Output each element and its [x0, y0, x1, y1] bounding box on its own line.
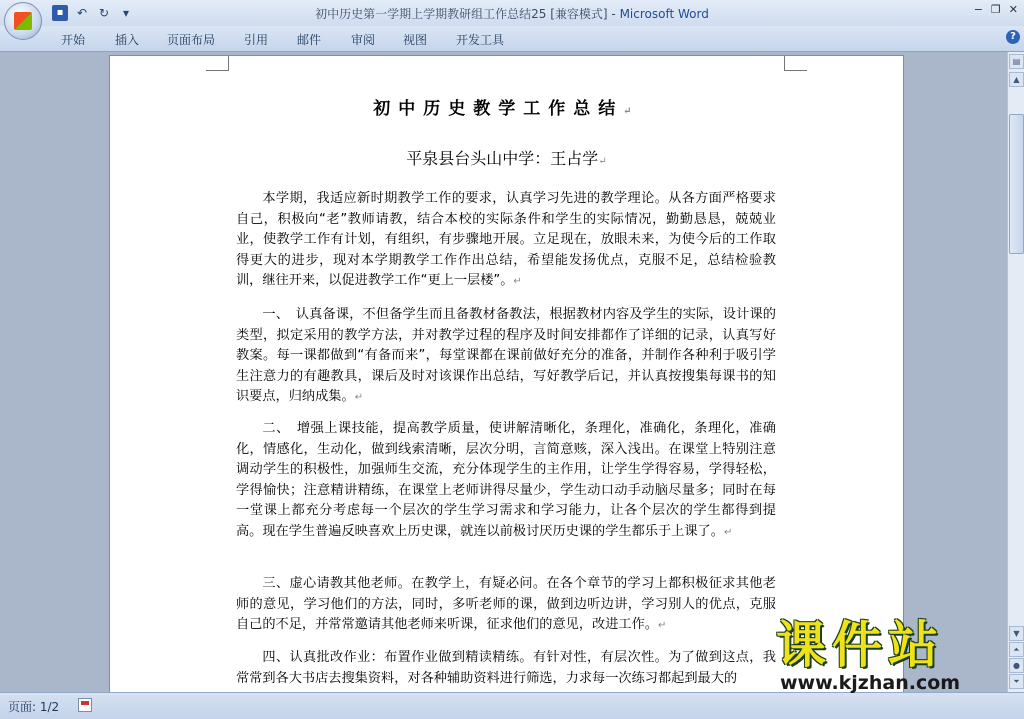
title-bar: [0, 0, 1024, 26]
watermark: [776, 618, 1008, 694]
margin-corner-mark: [206, 56, 229, 71]
vertical-scrollbar[interactable]: [1007, 52, 1024, 692]
minimize-button[interactable]: −: [973, 3, 983, 16]
next-page-icon[interactable]: ⏷: [1009, 674, 1024, 689]
office-button[interactable]: [4, 2, 42, 40]
paragraph: 一、 认真备课，不但备学生而且备教材备教法，根据教材内容及学生的实际，设计课的类型，拟定采用的教学方法，并对教学过程的程序及时间安排都作了详细的记录，认真写好教案。每一课都做到“有备而来”，每堂课都在课前做好充分的准备，并制作各种利于吸引学生注意力的有趣教具，课后及时对该课作出总结，写好教学后记，并认真按搜集每课书的知识要点，归纳成集。↵: [236, 307, 776, 404]
redo-icon[interactable]: ↻: [98, 6, 110, 20]
office-logo-icon: [14, 12, 32, 30]
window-controls: [974, 3, 1018, 16]
document-title: 初中历史教学工作总结↵: [373, 99, 640, 119]
tab-review[interactable]: 审阅: [351, 33, 376, 47]
proofing-icon[interactable]: [78, 698, 92, 712]
help-icon[interactable]: ?: [1006, 30, 1020, 44]
scroll-up-arrow-icon[interactable]: ▲: [1009, 72, 1024, 87]
document-workspace: [0, 52, 1007, 692]
paragraph: 三、虚心请教其他老师。在教学上，有疑必问。在各个章节的学习上都积极征求其他老师的意见，学习他们的方法，同时，多听老师的课，做到边听边讲，学习别人的优点，克服自己的不足，并常常邀请其他老师来听课，征求他们的意见，改进工作。↵: [236, 576, 776, 632]
tab-home[interactable]: 开始: [61, 33, 86, 47]
document-subtitle: 平泉县台头山中学：王占学↵: [406, 149, 607, 168]
customize-icon[interactable]: ▾: [122, 6, 130, 20]
margin-corner-mark: [784, 56, 807, 71]
tab-page-layout[interactable]: 页面布局: [167, 33, 216, 47]
watermark-url: www.kjzhan.com: [780, 672, 961, 694]
save-icon[interactable]: ▪: [52, 5, 68, 21]
undo-icon[interactable]: ↶: [76, 6, 88, 20]
previous-page-icon[interactable]: ⏶: [1009, 642, 1024, 657]
scroll-thumb[interactable]: [1009, 114, 1024, 254]
tab-mailings[interactable]: 邮件: [297, 33, 322, 47]
paragraph: 本学期，我适应新时期教学工作的要求，认真学习先进的教学理论。从各方面严格要求自己，积极向“老”教师请教，结合本校的实际条件和学生的实际情况，勤勤恳恳，兢兢业业，使教学工作有计划，有组织，有步骤地开展。立足现在，放眼未来，为使今后的工作取得更大的进步，现对本学期教学工作作出总结，希望能发扬优点，克服不足，总结检验教训，继往开来，以促进教学工作“更上一层楼”。↵: [236, 191, 776, 288]
restore-button[interactable]: ❐: [990, 3, 1001, 16]
ruler-toggle-icon[interactable]: ▤: [1009, 54, 1024, 69]
tab-developer[interactable]: 开发工具: [456, 33, 505, 47]
document-page[interactable]: [110, 56, 903, 692]
select-browse-object-icon[interactable]: ●: [1009, 658, 1024, 673]
status-bar: [0, 692, 1024, 719]
document-name: 初中历史第一学期上学期教研组工作总结25 [兼容模式] -: [315, 7, 620, 21]
tab-view[interactable]: 视图: [403, 33, 428, 47]
ribbon-tabs: [0, 26, 1024, 52]
close-button[interactable]: ✕: [1008, 3, 1018, 16]
paragraph: 二、 增强上课技能，提高教学质量，使讲解清晰化，条理化，准确化，条理化，准确化，情感化，生动化，做到线索清晰，层次分明，言简意赅，深入浅出。在课堂上特别注意调动学生的积极性，加强师生交流，充分体现学生的主作用，让学生学得容易，学得轻松，学得愉快；注意精讲精练，在课堂上老师讲得尽量少，学生动口动手动脑尽量多；同时在每一堂课上都充分考虑每一个层次的学生学习需求和学习能力，让各个层次的学生都得到提高。现在学生普遍反映喜欢上历史课，就连以前极讨厌历史课的学生都乐于上课了。↵: [236, 421, 776, 539]
paragraph: 四、认真批改作业：布置作业做到精读精练。有针对性，有层次性。为了做到这点，我常常到各大书店去搜集资料，对各种辅助资料进行筛选，力求每一次练习都起到最大的: [236, 650, 776, 686]
page-count[interactable]: 页面: 1/2: [8, 700, 60, 714]
app-name: Microsoft Word: [619, 7, 709, 21]
scroll-down-arrow-icon[interactable]: ▼: [1009, 626, 1024, 641]
tab-insert[interactable]: 插入: [115, 33, 140, 47]
window-title: [0, 5, 1024, 22]
tab-references[interactable]: 引用: [244, 33, 269, 47]
watermark-logo: 课件站: [776, 616, 944, 674]
